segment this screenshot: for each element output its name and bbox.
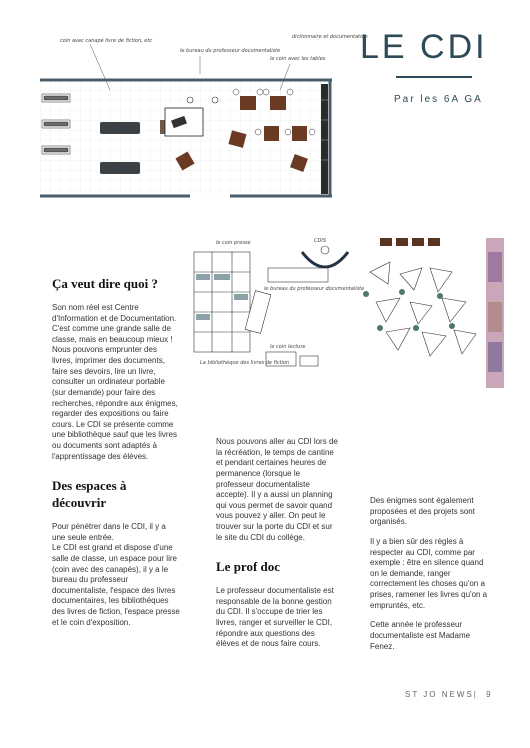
page-title: LE CDI bbox=[360, 28, 488, 66]
plan-note-desk: le bureau du professeur documentaliste bbox=[180, 48, 281, 54]
page-footer bbox=[405, 690, 493, 699]
article-column-3 bbox=[370, 496, 488, 661]
section-heading-ca-veut-dire-quoi: Ça veut dire quoi ? bbox=[52, 276, 158, 291]
sketch-note-biblio: La bibliothèque des livres de fiction bbox=[200, 360, 290, 366]
section-heading-le-prof-doc: Le prof doc bbox=[216, 559, 281, 575]
article-column-1 bbox=[52, 276, 180, 637]
page-number: 9 bbox=[486, 690, 493, 699]
footer-label: ST JO NEWS| bbox=[405, 690, 478, 699]
section-2-para-2: Le CDI est grand et dispose d'une salle de classe, un espace pour lire (coin avec des canapés), il y a le bureau du professeur documentaliste, l'espace des livres documentaires, les bibliothèques des livres de fiction, l'espace presse et le coin d'exposition. bbox=[52, 543, 180, 627]
section-3-para-1: Nous pouvons aller au CDI lors de la récréation, le temps de cantine et pendant certaines heures de permanence (lorsque le professeur documentaliste accepte). Il y a aussi un planning qui vous permet de savoir quand vous pouvez y aller. On peut le trouver sur la porte du CDI et sur le site du CDI du collège. bbox=[216, 437, 338, 542]
section-5-para-2: Il y a bien sûr des règles à respecter au CDI, comme par exemple : être en silence quand on le demande, ranger correctement les choses qu'on a prises, ramener les livres qu'on a empruntés, etc. bbox=[370, 536, 488, 610]
section-2-para-1: Pour pénétrer dans le CDI, il y a une seule entrée. bbox=[52, 522, 166, 542]
section-heading-des-espaces: Des espaces à découvrir bbox=[52, 478, 127, 511]
floor-plan-illustration bbox=[30, 30, 368, 210]
section-5-para-1: Des énigmes sont également proposées et des projets sont organisés. bbox=[370, 496, 475, 527]
sketch-note-cdis: CDIS bbox=[314, 238, 326, 244]
plan-note-fiction: coin avec canapé livre de fiction, etc bbox=[60, 38, 153, 44]
byline: Par les 6A GA bbox=[394, 94, 483, 105]
sketch-note-coin: le coin presse bbox=[216, 240, 251, 246]
section-1-para-2: Nous pouvons emprunter des livres, imprimer des documents, faire ses devoirs, lire un livre, consulter un ordinateur portable (sur demande) pour faire des recherches, répondre aux énigmes, regarder des expositions ou faire cours. Le CDI se présente comme une bibliothèque sauf que les livres ou documents sont adaptés à l'apprentissage des élèves. bbox=[52, 345, 178, 461]
section-4-para-1: Le professeur documentaliste est responsable de la bonne gestion du CDI. Il s'occupe de trier les livres, ranger et surveiller le CDI, répondre aux questions des élèves et de nous faire cours. bbox=[216, 586, 334, 649]
title-rule bbox=[396, 76, 472, 78]
plan-note-tables: le coin avec les tables bbox=[270, 56, 326, 62]
sketch-note-lecture: le coin lecture bbox=[270, 344, 306, 350]
cdi-sketch-illustration bbox=[190, 232, 508, 402]
section-5-para-3: Cette année le professeur documentaliste est Madame Fenez. bbox=[370, 620, 471, 651]
section-1-para-1: Son nom réel est Centre d'Information et de Documentation. C'est comme une grande salle de classe, mais en beaucoup mieux ! bbox=[52, 302, 177, 344]
plan-note-docs: dictionnaire et documentation bbox=[292, 34, 368, 40]
sketch-note-bureau: le bureau du professeur documentaliste bbox=[264, 286, 365, 292]
article-column-2 bbox=[216, 437, 338, 659]
